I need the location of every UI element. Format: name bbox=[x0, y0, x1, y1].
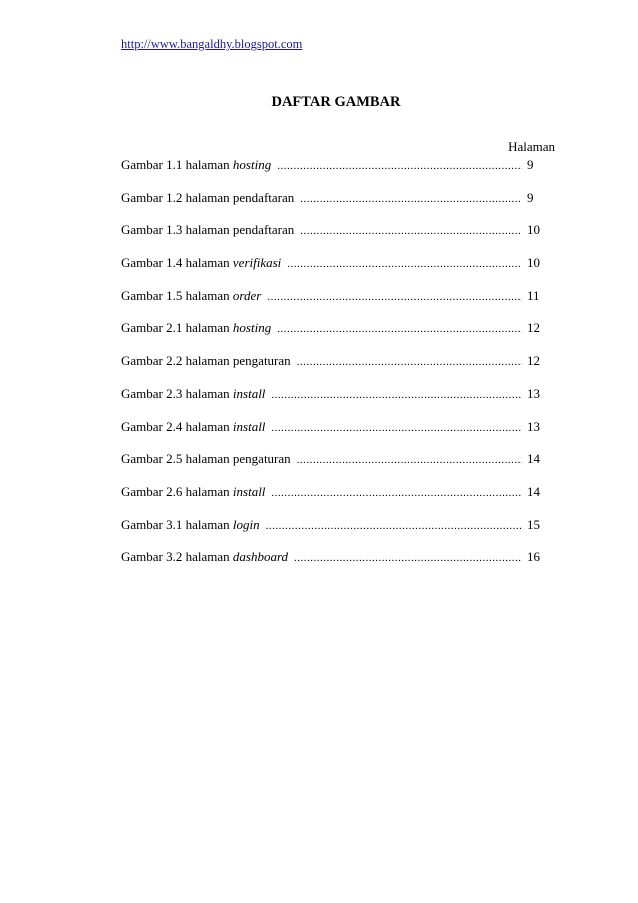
figure-list-item bbox=[121, 549, 551, 582]
figure-caption-text: Gambar 2.6 halaman bbox=[121, 483, 233, 499]
figure-list bbox=[121, 157, 551, 582]
page-number: 13 bbox=[527, 418, 540, 434]
page-number: 9 bbox=[527, 189, 534, 205]
figure-list-item bbox=[121, 157, 551, 190]
figure-caption-text: Gambar 1.1 halaman bbox=[121, 157, 233, 172]
figure-caption-text: Gambar 2.2 halaman pengaturan bbox=[121, 353, 291, 369]
figure-caption-text: Gambar 2.3 halaman bbox=[121, 385, 233, 401]
figure-list-item bbox=[121, 222, 551, 255]
figure-caption-emphasis: dashboard bbox=[232, 549, 289, 565]
page-column-label: Halaman bbox=[508, 139, 555, 154]
page-number: 14 bbox=[527, 483, 540, 499]
figure-caption bbox=[121, 255, 281, 271]
page-number: 10 bbox=[527, 255, 540, 271]
dot-leader bbox=[271, 389, 522, 401]
figure-caption-emphasis: hosting bbox=[232, 320, 272, 336]
figure-caption-text: Gambar 2.1 halaman bbox=[121, 320, 233, 336]
figure-caption bbox=[121, 353, 291, 369]
figure-caption-text: Gambar 1.5 halaman bbox=[121, 287, 233, 303]
figure-caption bbox=[121, 419, 265, 435]
figure-caption-emphasis: install bbox=[232, 483, 266, 499]
dot-leader bbox=[277, 160, 522, 172]
dot-leader bbox=[287, 258, 522, 270]
dot-leader bbox=[300, 225, 522, 237]
figure-list-item bbox=[121, 517, 551, 550]
figure-caption bbox=[121, 517, 260, 533]
dot-leader bbox=[297, 454, 522, 466]
page-title: DAFTAR GAMBAR bbox=[271, 94, 401, 110]
figure-caption bbox=[121, 157, 271, 173]
page-number: 13 bbox=[527, 385, 540, 401]
page-number: 15 bbox=[527, 516, 540, 532]
figure-list-item bbox=[121, 451, 551, 484]
dot-leader bbox=[271, 487, 522, 499]
page-number: 14 bbox=[527, 451, 540, 467]
figure-caption bbox=[121, 484, 265, 500]
figure-caption-text: Gambar 1.3 halaman pendaftaran bbox=[121, 222, 295, 238]
figure-caption-text: Gambar 1.4 halaman bbox=[121, 255, 233, 271]
figure-caption bbox=[121, 190, 294, 206]
figure-caption-text: Gambar 1.2 halaman pendaftaran bbox=[121, 189, 295, 205]
figure-list-item bbox=[121, 320, 551, 353]
figure-caption-emphasis: hosting bbox=[232, 157, 272, 172]
figure-list-item bbox=[121, 288, 551, 321]
dot-leader bbox=[267, 291, 522, 303]
figure-caption bbox=[121, 549, 288, 565]
figure-caption bbox=[121, 320, 271, 336]
figure-list-item bbox=[121, 484, 551, 517]
dot-leader bbox=[266, 520, 522, 532]
dot-leader bbox=[277, 323, 522, 335]
figure-caption-text: Gambar 2.5 halaman pengaturan bbox=[121, 451, 291, 467]
figure-list-item bbox=[121, 419, 551, 452]
page-number: 10 bbox=[527, 222, 540, 238]
figure-caption-emphasis: order bbox=[232, 287, 262, 303]
figure-list-item bbox=[121, 386, 551, 419]
figure-caption bbox=[121, 386, 265, 402]
dot-leader bbox=[294, 552, 522, 564]
dot-leader bbox=[271, 422, 522, 434]
figure-caption-emphasis: install bbox=[232, 418, 266, 434]
figure-caption-emphasis: login bbox=[232, 516, 260, 532]
page-number: 16 bbox=[527, 549, 540, 565]
figure-caption bbox=[121, 222, 294, 238]
page-number: 12 bbox=[527, 353, 540, 369]
figure-caption bbox=[121, 288, 261, 304]
page-number: 12 bbox=[527, 320, 540, 336]
page-number: 11 bbox=[527, 287, 540, 303]
figure-caption-text: Gambar 2.4 halaman bbox=[121, 418, 233, 434]
figure-caption-text: Gambar 3.2 halaman bbox=[121, 549, 233, 565]
page-number: 9 bbox=[527, 157, 534, 172]
figure-caption bbox=[121, 451, 291, 467]
figure-list-item bbox=[121, 190, 551, 223]
dot-leader bbox=[297, 356, 522, 368]
figure-caption-text: Gambar 3.1 halaman bbox=[121, 516, 233, 532]
figure-caption-emphasis: install bbox=[232, 385, 266, 401]
figure-list-item bbox=[121, 255, 551, 288]
figure-list-item bbox=[121, 353, 551, 386]
blog-url-link[interactable]: http://www.bangaldhy.blogspot.com bbox=[121, 37, 303, 51]
dot-leader bbox=[300, 193, 522, 205]
figure-caption-emphasis: verifikasi bbox=[232, 255, 282, 271]
